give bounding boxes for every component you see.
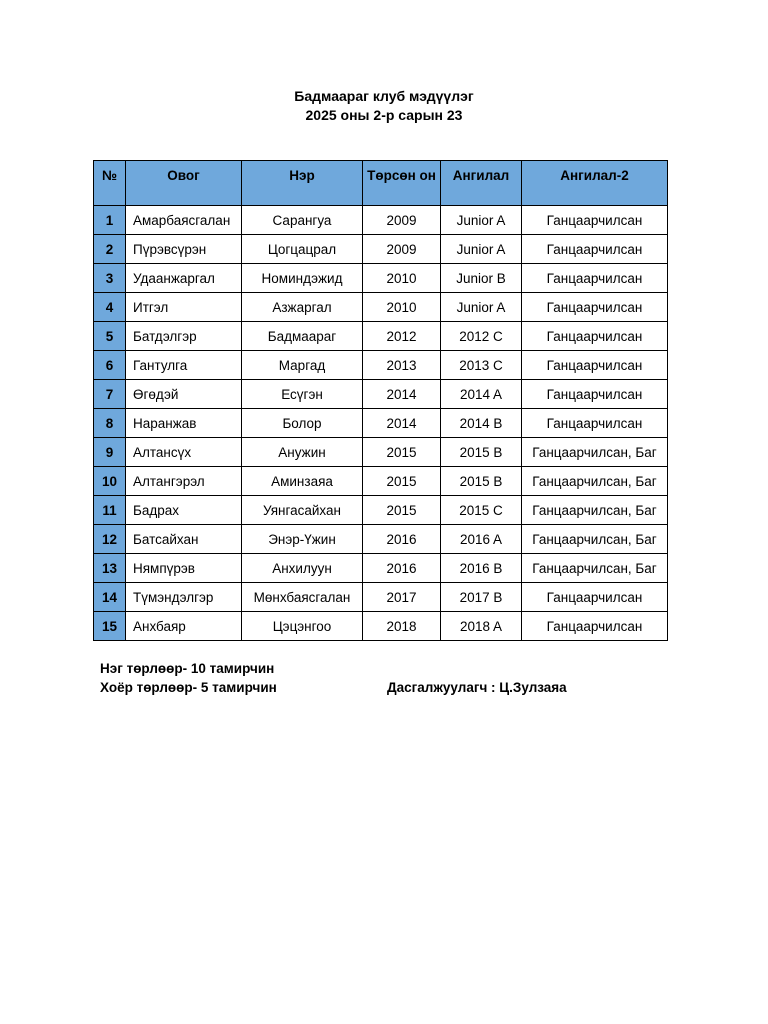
name-cell: Энэр-Үжин [242, 525, 363, 554]
category-cell: 2012 C [441, 322, 522, 351]
row-number: 7 [94, 380, 126, 409]
header-birth-year: Төрсөн он [363, 161, 441, 206]
table-row [94, 525, 668, 554]
birth-year-cell: 2010 [363, 264, 441, 293]
surname-cell: Анхбаяр [126, 612, 242, 641]
name-cell: Анхилуун [242, 554, 363, 583]
birth-year-cell: 2009 [363, 206, 441, 235]
category-2-cell: Ганцаарчилсан [522, 583, 668, 612]
category-cell: 2017 B [441, 583, 522, 612]
category-cell: 2015 B [441, 467, 522, 496]
footer-summary [100, 659, 277, 697]
name-cell: Болор [242, 409, 363, 438]
row-number: 12 [94, 525, 126, 554]
row-number: 5 [94, 322, 126, 351]
category-2-cell: Ганцаарчилсан, Баг [522, 438, 668, 467]
row-number: 3 [94, 264, 126, 293]
surname-cell: Нямпүрэв [126, 554, 242, 583]
category-cell: 2015 C [441, 496, 522, 525]
header-category: Ангилал [441, 161, 522, 206]
category-cell: 2014 A [441, 380, 522, 409]
birth-year-cell: 2015 [363, 496, 441, 525]
table-row [94, 351, 668, 380]
category-cell: Junior A [441, 206, 522, 235]
row-number: 2 [94, 235, 126, 264]
table-body [94, 206, 668, 641]
row-number: 8 [94, 409, 126, 438]
row-number: 6 [94, 351, 126, 380]
category-2-cell: Ганцаарчилсан, Баг [522, 496, 668, 525]
category-2-cell: Ганцаарчилсан [522, 612, 668, 641]
table-row [94, 235, 668, 264]
category-cell: 2013 C [441, 351, 522, 380]
document-title [0, 87, 768, 125]
category-2-cell: Ганцаарчилсан [522, 351, 668, 380]
category-2-cell: Ганцаарчилсан, Баг [522, 554, 668, 583]
birth-year-cell: 2017 [363, 583, 441, 612]
category-2-cell: Ганцаарчилсан [522, 293, 668, 322]
category-2-cell: Ганцаарчилсан [522, 235, 668, 264]
name-cell: Мөнхбаясгалан [242, 583, 363, 612]
name-cell: Цогцацрал [242, 235, 363, 264]
category-cell: Junior A [441, 293, 522, 322]
coach-signature: Дасгалжуулагч : Ц.Зулзаяа [387, 680, 567, 695]
birth-year-cell: 2015 [363, 467, 441, 496]
header-number: № [94, 161, 126, 206]
table-row [94, 554, 668, 583]
category-2-cell: Ганцаарчилсан [522, 380, 668, 409]
category-2-cell: Ганцаарчилсан, Баг [522, 467, 668, 496]
surname-cell: Алтангэрэл [126, 467, 242, 496]
category-2-cell: Ганцаарчилсан [522, 206, 668, 235]
header-name: Нэр [242, 161, 363, 206]
table-row [94, 264, 668, 293]
category-cell: 2014 B [441, 409, 522, 438]
category-cell: Junior B [441, 264, 522, 293]
surname-cell: Амарбаясгалан [126, 206, 242, 235]
name-cell: Анужин [242, 438, 363, 467]
name-cell: Сарангуа [242, 206, 363, 235]
name-cell: Есүгэн [242, 380, 363, 409]
surname-cell: Гантулга [126, 351, 242, 380]
table-row [94, 409, 668, 438]
category-2-cell: Ганцаарчилсан [522, 409, 668, 438]
table-row [94, 293, 668, 322]
birth-year-cell: 2016 [363, 554, 441, 583]
name-cell: Цэцэнгоо [242, 612, 363, 641]
name-cell: Аминзаяа [242, 467, 363, 496]
row-number: 15 [94, 612, 126, 641]
row-number: 1 [94, 206, 126, 235]
surname-cell: Өгөдэй [126, 380, 242, 409]
surname-cell: Алтансүх [126, 438, 242, 467]
category-cell: 2018 A [441, 612, 522, 641]
table-row [94, 612, 668, 641]
table-header-row [94, 161, 668, 206]
table-row [94, 438, 668, 467]
table-row [94, 467, 668, 496]
birth-year-cell: 2014 [363, 380, 441, 409]
surname-cell: Удаанжаргал [126, 264, 242, 293]
birth-year-cell: 2010 [363, 293, 441, 322]
row-number: 10 [94, 467, 126, 496]
table-row [94, 380, 668, 409]
header-category-2: Ангилал-2 [522, 161, 668, 206]
name-cell: Бадмаараг [242, 322, 363, 351]
name-cell: Уянгасайхан [242, 496, 363, 525]
row-number: 4 [94, 293, 126, 322]
surname-cell: Наранжав [126, 409, 242, 438]
footer-line-1: Нэг төрлөөр- 10 тамирчин [100, 661, 275, 676]
category-cell: 2016 A [441, 525, 522, 554]
header-surname: Овог [126, 161, 242, 206]
surname-cell: Батсайхан [126, 525, 242, 554]
table-row [94, 206, 668, 235]
category-cell: 2015 B [441, 438, 522, 467]
birth-year-cell: 2016 [363, 525, 441, 554]
birth-year-cell: 2012 [363, 322, 441, 351]
birth-year-cell: 2018 [363, 612, 441, 641]
row-number: 9 [94, 438, 126, 467]
table-row [94, 496, 668, 525]
category-cell: 2016 B [441, 554, 522, 583]
table-row [94, 322, 668, 351]
surname-cell: Батдэлгэр [126, 322, 242, 351]
row-number: 14 [94, 583, 126, 612]
name-cell: Маргад [242, 351, 363, 380]
category-2-cell: Ганцаарчилсан [522, 264, 668, 293]
row-number: 13 [94, 554, 126, 583]
title-line-2: 2025 оны 2-р сарын 23 [305, 107, 463, 123]
category-cell: Junior A [441, 235, 522, 264]
surname-cell: Итгэл [126, 293, 242, 322]
category-2-cell: Ганцаарчилсан [522, 322, 668, 351]
birth-year-cell: 2015 [363, 438, 441, 467]
athlete-table [93, 160, 668, 641]
table-row [94, 583, 668, 612]
category-2-cell: Ганцаарчилсан, Баг [522, 525, 668, 554]
birth-year-cell: 2009 [363, 235, 441, 264]
name-cell: Азжаргал [242, 293, 363, 322]
title-line-1: Бадмаараг клуб мэдүүлэг [294, 88, 474, 104]
footer-line-2: Хоёр төрлөөр- 5 тамирчин [100, 680, 277, 695]
surname-cell: Бадрах [126, 496, 242, 525]
surname-cell: Пүрэвсүрэн [126, 235, 242, 264]
row-number: 11 [94, 496, 126, 525]
surname-cell: Түмэндэлгэр [126, 583, 242, 612]
birth-year-cell: 2014 [363, 409, 441, 438]
name-cell: Номиндэжид [242, 264, 363, 293]
birth-year-cell: 2013 [363, 351, 441, 380]
